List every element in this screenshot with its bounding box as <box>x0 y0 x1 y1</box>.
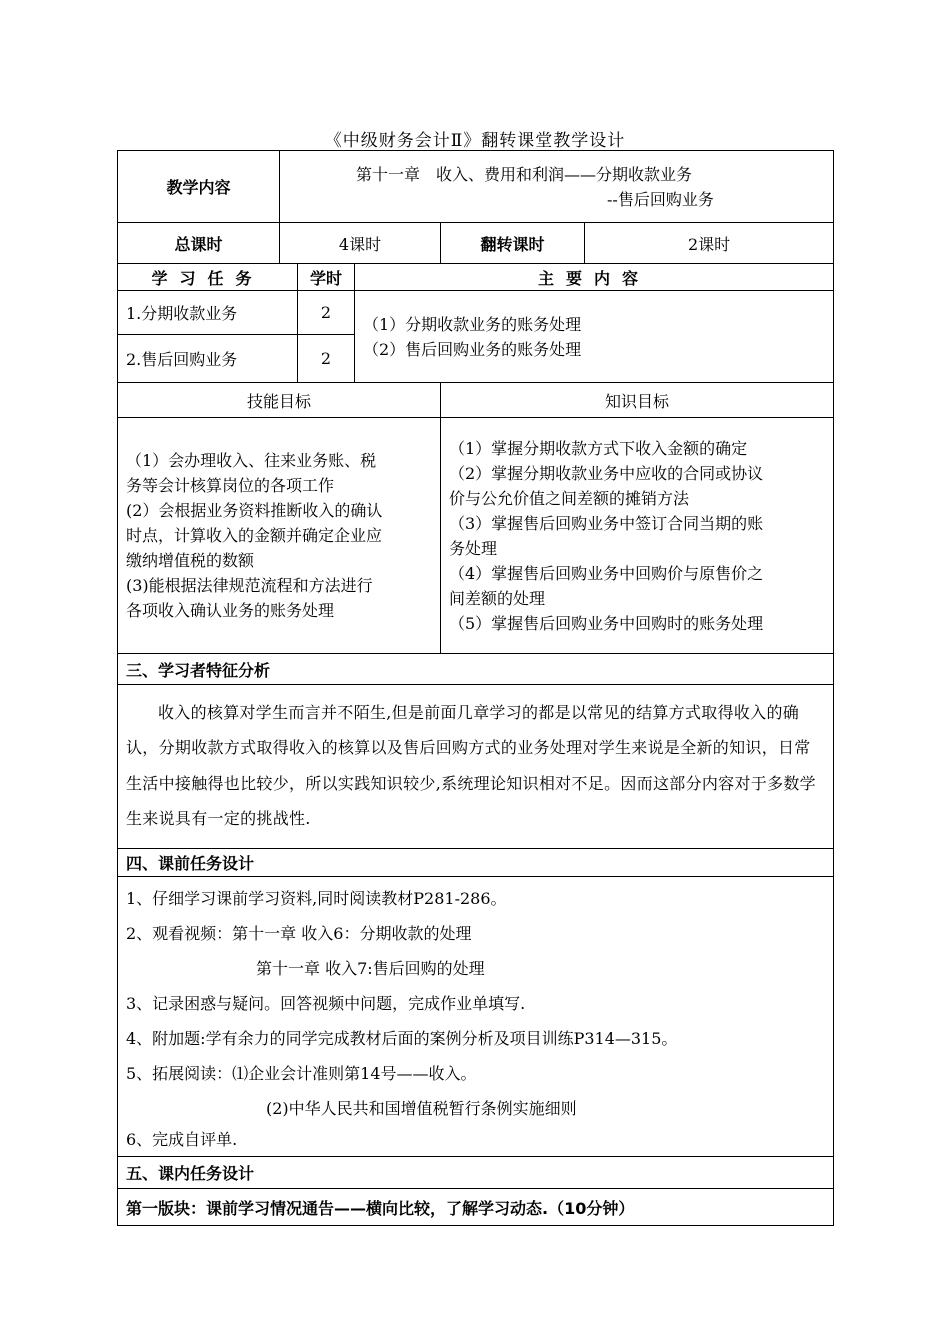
section-5-heading-row <box>118 1157 834 1189</box>
section-4-body-row <box>118 877 834 1157</box>
skill-goal-line: 时点，计算收入的金额并确定企业应 <box>126 526 383 545</box>
main-content-line: （2）售后回购业务的账务处理 <box>363 339 582 359</box>
goals-row <box>118 418 834 654</box>
knowledge-goals-header: 知识目标 <box>441 383 834 418</box>
pre-class-task-item: 6、完成自评单. <box>126 1130 238 1149</box>
in-class-block-1: 第一版块：课前学习情况通告——横向比较，了解学习动态.（10分钟） <box>118 1189 834 1226</box>
content-line-2: --售后回购业务 <box>607 189 714 209</box>
pre-class-task-item: 2、观看视频：第十一章 收入6：分期收款的处理 <box>126 924 472 943</box>
document-title: 《中级财务会计Ⅱ》翻转课堂教学设计 <box>324 131 626 151</box>
skill-goal-line: (3)能根据法律规范流程和方法进行 <box>126 576 373 595</box>
knowledge-goal-line: （1）掌握分期收款方式下收入金额的确定 <box>449 438 748 458</box>
main-content-cell <box>355 291 834 383</box>
section-4-heading-row <box>118 849 834 877</box>
main-content-line: （1）分期收款业务的账务处理 <box>363 314 582 334</box>
skill-goal-line: 缴纳增值税的数额 <box>126 551 255 570</box>
flip-hours-label: 翻转课时 <box>441 223 585 264</box>
pre-class-task-item: 5、拓展阅读：⑴企业会计准则第14号——收入。 <box>126 1064 477 1083</box>
pre-class-task-item: 4、附加题:学有余力的同学完成教材后面的案例分析及项目训练P314—315。 <box>126 1029 678 1048</box>
section-3-body-row <box>118 685 834 849</box>
knowledge-goal-line: 间差额的处理 <box>449 588 546 608</box>
goals-header-row <box>118 383 834 418</box>
flip-hours-value: 2课时 <box>585 223 834 264</box>
task-name: 1.分期收款业务 <box>118 291 298 335</box>
skill-goal-line: 各项收入确认业务的账务处理 <box>126 601 335 620</box>
pre-class-task-item: 第十一章 收入7:售后回购的处理 <box>256 959 485 978</box>
knowledge-goals <box>441 418 834 654</box>
section-5-heading: 五、课内任务设计 <box>118 1157 834 1189</box>
hours-header: 学时 <box>298 264 355 291</box>
content-value <box>280 151 834 223</box>
hours-row <box>118 223 834 264</box>
skill-goal-line: (2）会根据业务资料推断收入的确认 <box>126 501 383 520</box>
knowledge-goal-line: （3）掌握售后回购业务中签订合同当期的账 <box>449 513 764 533</box>
content-label: 教学内容 <box>118 151 280 223</box>
knowledge-goal-line: （5）掌握售后回购业务中回购时的账务处理 <box>449 613 764 633</box>
total-hours-value: 4课时 <box>280 223 441 264</box>
knowledge-goal-line: （4）掌握售后回购业务中回购价与原售价之 <box>449 563 764 583</box>
section-3-heading: 三、学习者特征分析 <box>118 654 834 685</box>
task-name: 2.售后回购业务 <box>118 335 298 383</box>
task-header-row <box>118 264 834 291</box>
content-row <box>118 151 834 223</box>
knowledge-goal-line: （2）掌握分期收款业务中应收的合同或协议 <box>449 463 764 483</box>
lesson-plan-table <box>117 150 834 1226</box>
skill-goal-line: 务等会计核算岗位的各项工作 <box>126 476 335 495</box>
total-hours-label: 总课时 <box>118 223 280 264</box>
skill-goals <box>118 418 441 654</box>
knowledge-goal-line: 价与公允价值之间差额的摊销方法 <box>449 488 690 508</box>
skill-goal-line: （1）会办理收入、往来业务账、税 <box>126 451 377 470</box>
pre-class-task-item: 3、记录困惑与疑问。回答视频中问题，完成作业单填写. <box>126 994 526 1013</box>
skill-goals-header: 技能目标 <box>118 383 441 418</box>
task-row <box>118 291 834 335</box>
pre-class-task-item: 1、仔细学习课前学习资料,同时阅读教材P281-286。 <box>126 889 507 908</box>
task-hours: 2 <box>298 335 355 383</box>
pre-class-task-item: (2)中华人民共和国增值税暂行条例实施细则 <box>266 1099 577 1118</box>
task-header: 学习任务 <box>118 264 298 291</box>
knowledge-goal-line: 务处理 <box>449 538 498 558</box>
content-header: 主要内容 <box>355 264 834 291</box>
section-3-heading-row <box>118 654 834 685</box>
content-line-1: 第十一章 收入、费用和利润——分期收款业务 <box>356 164 693 184</box>
task-hours: 2 <box>298 291 355 335</box>
section-5-block-row <box>118 1189 834 1226</box>
section-4-heading: 四、课前任务设计 <box>118 849 834 877</box>
learner-analysis-paragraph: 收入的核算对学生而言并不陌生,但是前面几章学习的都是以常见的结算方式取得收入的确认，分期收款方式取得收入的核算以及售后回购方式的业务处理对学生来说是全新的知识，日常生活中接触得也比较少，所以实践知识较少,系统理论知识相对不足。因而这部分内容对于多数学生来说具有一定的挑战性. <box>118 685 834 849</box>
pre-class-tasks <box>118 877 834 1157</box>
